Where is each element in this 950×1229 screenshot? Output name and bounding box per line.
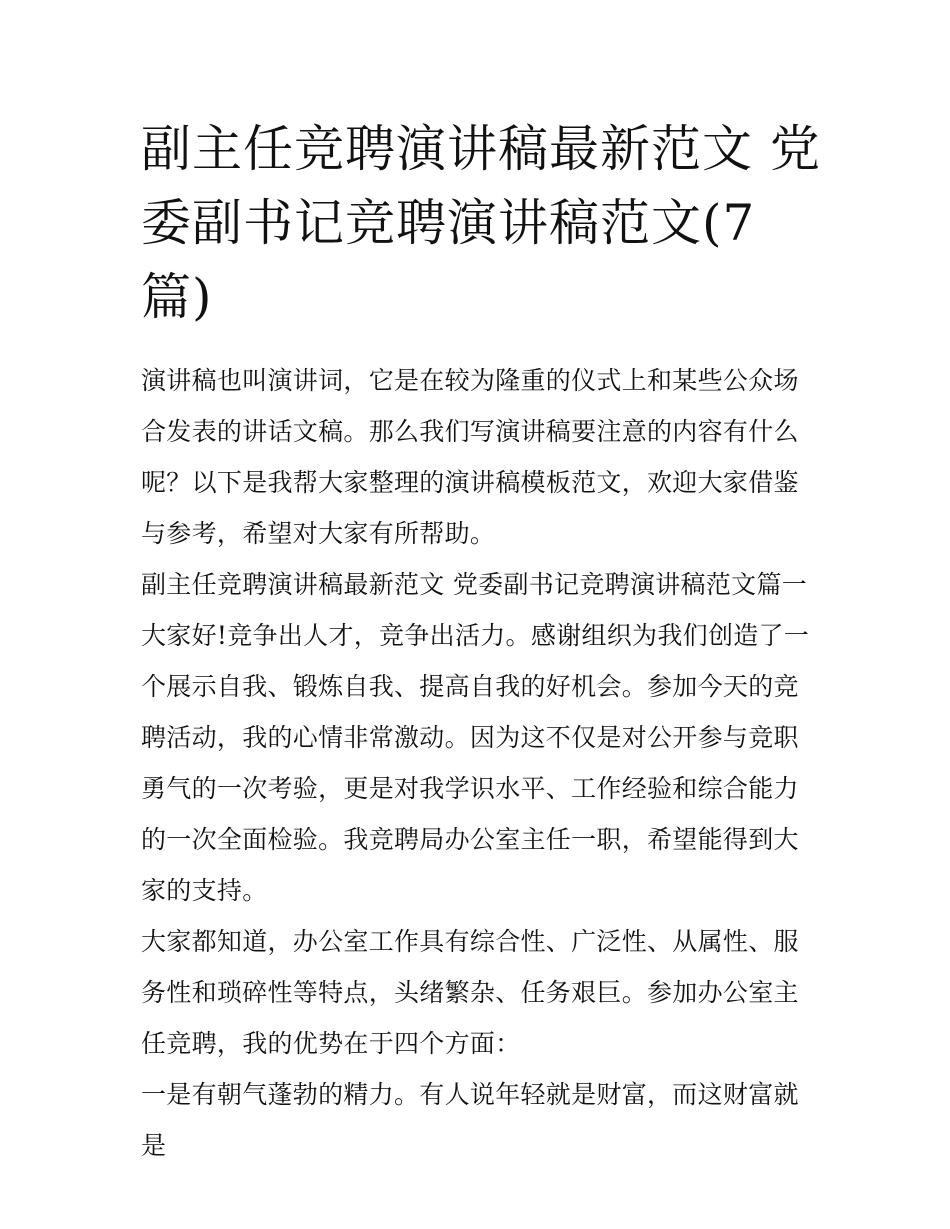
document-title: 副主任竞聘演讲稿最新范文 党委副书记竞聘演讲稿范文(7篇) xyxy=(141,120,821,326)
body-paragraph: 大家都知道，办公室工作具有综合性、广泛性、从属性、服务性和琐碎性等特点，头绪繁杂、任务艰巨。参加办公室主任竞聘，我的优势在于四个方面： xyxy=(141,927,799,1058)
intro-paragraph: 演讲稿也叫演讲词，它是在较为隆重的仪式上和某些公众场合发表的讲话文稿。那么我们写演讲稿要注意的内容有什么呢？以下是我帮大家整理的演讲稿模板范文，欢迎大家借鉴与参考，希望对大家有所帮助。 xyxy=(141,366,799,548)
document-body xyxy=(141,355,813,1171)
body-paragraph: 一是有朝气蓬勃的精力。有人说年轻就是财富，而这财富就是 xyxy=(141,1080,799,1160)
section-heading: 副主任竞聘演讲稿最新范文 党委副书记竞聘演讲稿范文篇一 xyxy=(141,570,808,599)
body-paragraph: 大家好!竞争出人才，竞争出活力。感谢组织为我们创造了一个展示自我、锻炼自我、提高自我的好机会。参加今天的竞聘活动，我的心情非常激动。因为这不仅是对公开参与竞职勇气的一次考验，更是对我学识水平、工作经验和综合能力的一次全面检验。我竞聘局办公室主任一职，希望能得到大家的支持。 xyxy=(141,621,810,905)
